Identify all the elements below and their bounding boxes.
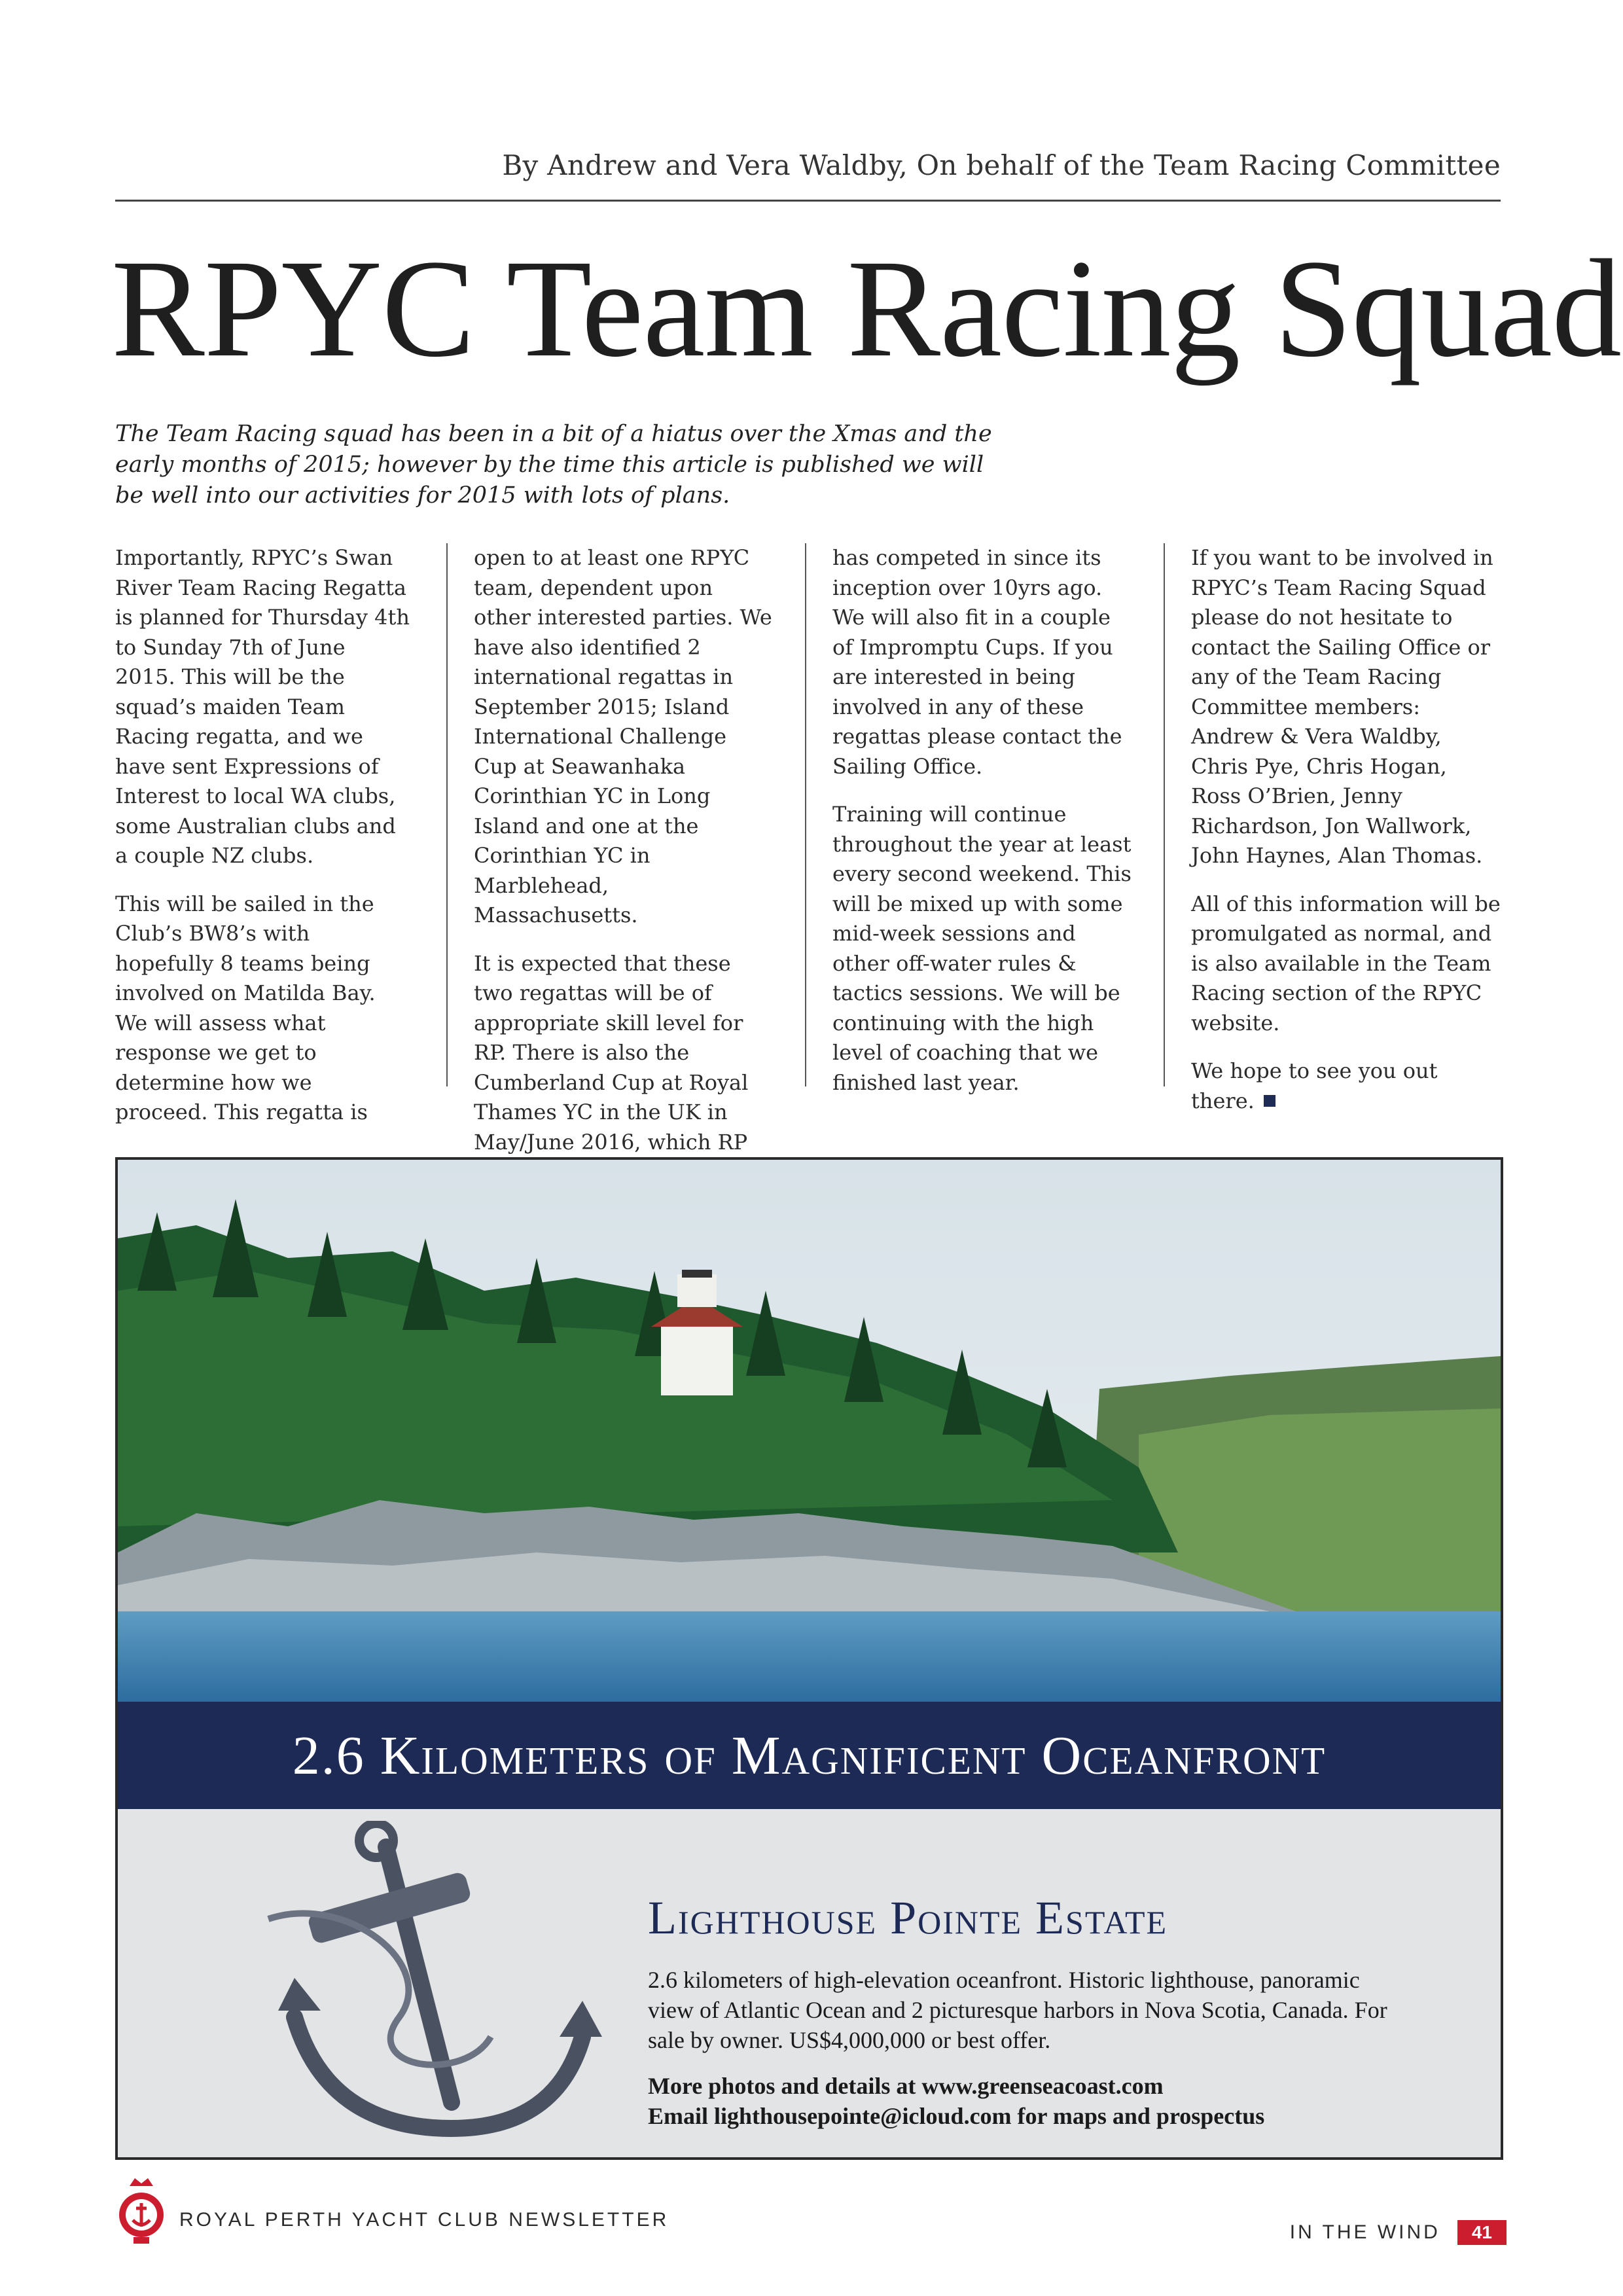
- closing-text: We hope to see you out there.: [1191, 1058, 1438, 1113]
- column-divider: [805, 543, 806, 1086]
- lighthouse-photo: [118, 1160, 1501, 1702]
- byline: By Andrew and Vera Waldby, On behalf of the Team Racing Committee: [502, 149, 1501, 181]
- paragraph: Training will continue throughout the year at least every second weekend. This will be mixed up with some mid-week sessions and other off-water rules & tactics sessions. We will be continuing with the high level of coaching that we finished last year.: [832, 802, 1132, 1095]
- paragraph: If you want to be involved in RPYC’s Team Racing Squad please do not hesitate to contact the Sailing Office or any of the Team Racing Committee members: Andrew & Vera Waldby, Chris Pye, Chris Hogan, Ross O’Brien, Jenny Richardson, Jon Wallwork, John Haynes, Alan Thomas.: [1191, 545, 1493, 868]
- ad-contact: [648, 2071, 1433, 2131]
- column-divider: [1164, 543, 1165, 1086]
- end-mark-icon: [1264, 1095, 1275, 1107]
- paragraph: [1191, 1056, 1501, 1116]
- column-3: [832, 543, 1133, 1100]
- footer-section-label: IN THE WIND: [1289, 2221, 1440, 2243]
- paragraph: open to at least one RPYC team, dependent upon other interested parties. We have also identified 2 international regattas in September 2015; Island International Challenge Cup at Seawanhaka Corinthian YC in Long Island and one at the Corinthian YC in Marblehead, Massachusetts.: [474, 545, 772, 927]
- paragraph: All of this information will be promulgated as normal, and is also available in the Team Racing section of the RPYC website.: [1191, 891, 1501, 1035]
- column-divider: [446, 543, 448, 1086]
- paragraph: has competed in since its inception over 10yrs ago. We will also fit in a couple of Impromptu Cups. If you are interested in being involved in any of these regattas please contact the Sailing Office.: [832, 545, 1122, 779]
- anchor-icon: [216, 1821, 622, 2160]
- footer-newsletter-label: ROYAL PERTH YACHT CLUB NEWSLETTER: [179, 2209, 669, 2231]
- ad-body: 2.6 kilometers of high-elevation oceanfront. Historic lighthouse, panoramic view of Atlantic Ocean and 2 picturesque harbors in Nova Scotia, Canada. For sale by owner. US$4,000,000 or best offer.: [648, 1967, 1387, 2053]
- ad-details: [118, 1809, 1501, 2157]
- column-2: [474, 543, 775, 1155]
- article-lead: The Team Racing squad has been in a bit of a hiatus over the Xmas and the early months of 2015; however by the time this article is published we will be well into our activities for 2015 with lots of plans.: [115, 421, 992, 509]
- page-number: 41: [1457, 2220, 1507, 2245]
- column-1: [115, 543, 410, 1124]
- paragraph: This will be sailed in the Club’s BW8’s with hopefully 8 teams being involved on Matilda Bay. We will assess what response we get to determine how we proceed. This regatta is: [115, 891, 376, 1124]
- club-crest-icon: [115, 2174, 168, 2246]
- column-4: [1191, 543, 1501, 1113]
- article-columns: [115, 543, 1501, 1155]
- ad-website-link[interactable]: More photos and details at www.greenseacoast.com: [648, 2073, 1164, 2099]
- paragraph: It is expected that these two regattas will be of appropriate skill level for RP. There is also the Cumberland Cup at Royal Thames YC in the UK in May/June 2016, which RP: [474, 950, 749, 1155]
- footer-left: [115, 2174, 669, 2246]
- byline-rule: [115, 200, 1501, 202]
- paragraph: Importantly, RPYC’s Swan River Team Racing Regatta is planned for Thursday 4th to Sunday 7th of June 2015. This will be the squad’s maiden Team Racing regatta, and we have sent Expressions of Interest to local WA clubs, some Australian clubs and a couple NZ clubs.: [115, 545, 410, 868]
- ad-heading: Lighthouse Pointe Estate: [648, 1892, 1168, 1944]
- footer-right: [1290, 2220, 1507, 2245]
- article-title: RPYC Team Racing Squad: [111, 231, 1622, 386]
- ad-banner: [118, 1702, 1501, 1809]
- ad-banner-text: 2.6 Kilometers of Magnificent Oceanfront: [292, 1725, 1327, 1786]
- advertisement: [115, 1157, 1503, 2160]
- ad-email-link[interactable]: Email lighthousepointe@icloud.com for maps and prospectus: [648, 2103, 1265, 2129]
